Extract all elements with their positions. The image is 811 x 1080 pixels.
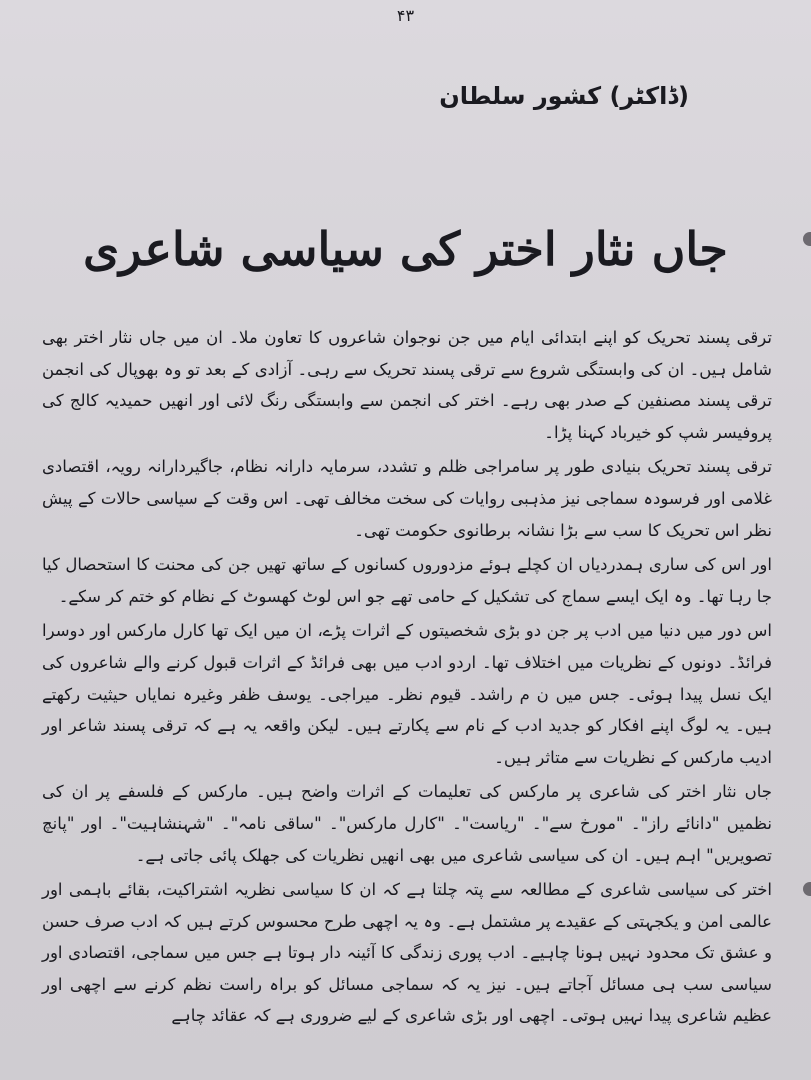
paragraph: اور اس کی ساری ہمدردیاں ان کچلے ہوئے مزدوروں کسانوں کے ساتھ تھیں جن کی محنت کا استحصال کیا جا رہا تھا۔ وہ ایک ایسے سماج کی تشکیل کے حامی تھے جو اس لوٹ کھسوٹ کے نظام کو ختم کر سکے۔ [42, 555, 772, 606]
paragraph: اختر کی سیاسی شاعری کے مطالعہ سے پتہ چلتا ہے کہ ان کا سیاسی نظریہ اشتراکیت، بقائے باہمی اور عالمی امن و یکجہتی کے عقیدے پر مشتمل ہے۔ وہ یہ اچھی طرح محسوس کرتے ہیں کہ ادب صرف حسن و عشق تک محدود نہیں ہونا چاہیے۔ ادب پوری زندگی کا آئینہ دار ہوتا ہے جس میں سماجی، اقتصادی اور سیاسی سب ہی مسائل آجاتے ہیں۔ نیز یہ کہ سماجی مسائل کو براہ راست نظم کرنے سے اچھی اور عظیم شاعری پیدا نہیں ہوتی۔ اچھی اور بڑی شاعری کے لیے ضروری ہے کہ عقائد چاہے [42, 880, 772, 1026]
paragraph: جاں نثار اختر کی شاعری پر مارکس کی تعلیمات کے اثرات واضح ہیں۔ مارکس کے فلسفے پر ان کی نظمیں "دانائے راز"۔ "مورخ سے"۔ "ریاست"۔ "کارل مارکس"۔ "ساقی نامہ"۔ "شہنشاہیت"۔ اور "پانچ تصویریں" اہم ہیں۔ ان کی سیاسی شاعری میں بھی انھیں نظریات کی جھلک پائی جاتی ہے۔ [42, 782, 772, 865]
paragraph: ترقی پسند تحریک بنیادی طور پر سامراجی ظلم و تشدد، سرمایہ دارانہ نظام، جاگیردارانہ رویہ، اقتصادی غلامی اور فرسودہ سماجی نیز مذہبی روایات کی سخت مخالف تھی۔ اس وقت کے سیاسی حالات کے پیش نظر اس تحریک کا سب سے بڑا نشانہ برطانوی حکومت تھی۔ [42, 457, 772, 540]
paragraph: اس دور میں دنیا میں ادب پر جن دو بڑی شخصیتوں کے اثرات پڑے، ان میں ایک تھا کارل مارکس اور دوسرا فرائڈ۔ دونوں کے نظریات میں اختلاف تھا۔ اردو ادب میں بھی فرائڈ کے اثرات قبول کرنے والے شاعروں کی ایک نسل پیدا ہوئی۔ جس میں ن م راشد۔ قیوم نظر۔ میراجی۔ یوسف ظفر وغیرہ نمایاں حیثیت رکھتے ہیں۔ یہ لوگ اپنے افکار کو جدید ادب کے نام سے پکارتے ہیں۔ لیکن واقعہ یہ ہے کہ ترقی پسند شاعر اور ادیب مارکس کے نظریات سے متاثر ہیں۔ [42, 621, 772, 767]
author-name: (ڈاکٹر) کشور سلطان [439, 82, 689, 110]
article-title: جاں نثار اختر کی سیاسی شاعری [83, 222, 728, 276]
article-body [42, 322, 772, 1032]
binding-hole-mark [803, 882, 811, 896]
binding-hole-mark [803, 232, 811, 246]
page-number: ۴۳ [396, 6, 415, 25]
paragraph: ترقی پسند تحریک کو اپنے ابتدائی ایام میں جن نوجوان شاعروں کا تعاون ملا۔ ان میں جاں نثار اختر بھی شامل ہیں۔ ان کی وابستگی شروع سے ترقی پسند تحریک سے رہی۔ آزادی کے بعد تو وہ بھوپال کی انجمن ترقی پسند مصنفین کے صدر بھی رہے۔ اختر کی انجمن سے وابستگی رنگ لائی اور انھیں حمیدیہ کالج کی پروفیسر شپ کو خیرباد کہنا پڑا۔ [42, 328, 772, 442]
